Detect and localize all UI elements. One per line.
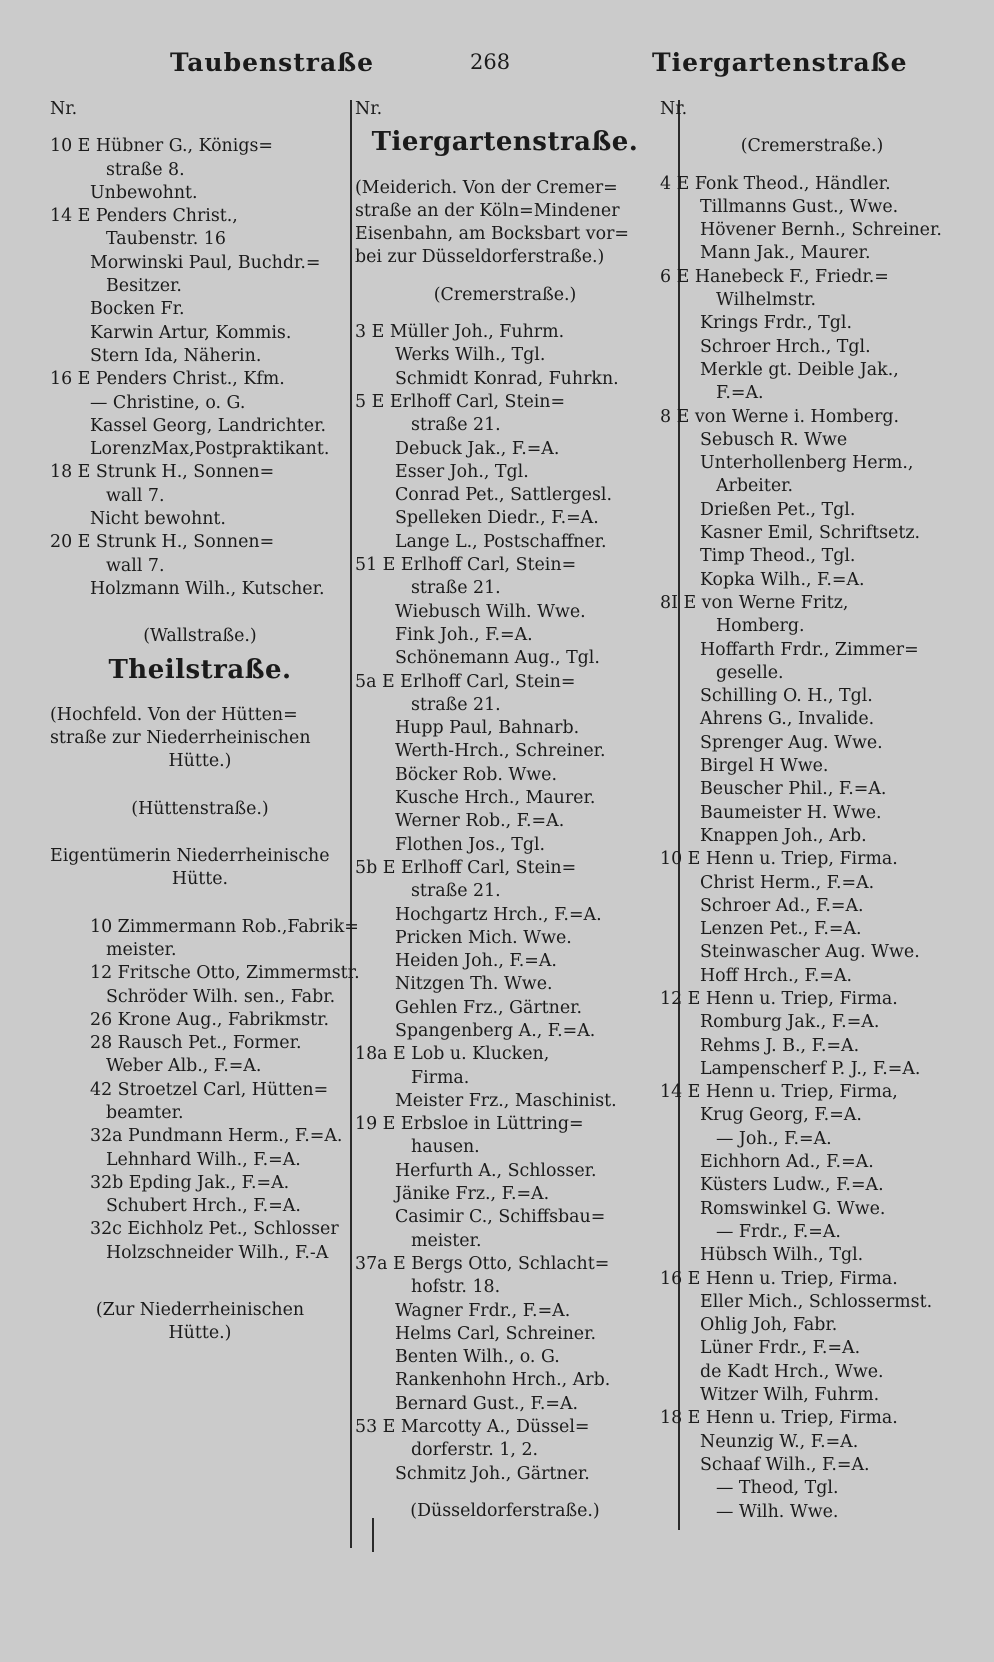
street-description: (Meiderich. Von der Cremer= — [355, 177, 618, 198]
entry-cont: straße 21. — [411, 578, 501, 599]
entry: Lüner Frdr., F.=A. — [700, 1338, 861, 1359]
entry-cont: Arbeiter. — [716, 476, 794, 497]
entry: — Christine, o. G. — [90, 392, 246, 413]
entry: Christ Herm., F.=A. — [700, 872, 875, 893]
entry: 19 E Erbsloe in Lüttring= — [355, 1114, 584, 1135]
cross-street: (Cremerstraße.) — [433, 284, 577, 305]
entry: Nicht bewohnt. — [90, 509, 226, 530]
entry: Romswinkel G. Wwe. — [700, 1198, 886, 1219]
entry-cont: geselle. — [716, 662, 784, 683]
entry: Flothen Jos., Tgl. — [395, 834, 546, 855]
entry: 28 Rausch Pet., Former. — [90, 1033, 302, 1054]
entry-cont: meister. — [106, 939, 177, 960]
entry: Schroer Ad., F.=A. — [700, 895, 864, 916]
entry: Fink Joh., F.=A. — [395, 624, 533, 645]
entry: — Frdr., F.=A. — [716, 1221, 841, 1242]
entry: 14 E Henn u. Triep, Firma, — [660, 1082, 898, 1103]
entry: Holzmann Wilh., Kutscher. — [90, 578, 325, 599]
entry: Pricken Mich. Wwe. — [395, 927, 572, 948]
entry: 32b Epding Jak., F.=A. — [90, 1172, 290, 1193]
entry: Knappen Joh., Arb. — [700, 825, 867, 846]
entry: Schubert Hrch., F.=A. — [106, 1196, 301, 1217]
entry: 5 E Erlhoff Carl, Stein= — [355, 391, 566, 412]
entry: Eichhorn Ad., F.=A. — [700, 1152, 874, 1173]
entry: Merkle gt. Deible Jak., — [700, 359, 899, 380]
entry: Mann Jak., Maurer. — [700, 243, 871, 264]
entry: Benten Wilh., o. G. — [395, 1347, 560, 1368]
entry: Casimir C., Schiffsbau= — [395, 1207, 606, 1228]
entry-cont: hofstr. 18. — [411, 1277, 501, 1298]
entry: 51 E Erlhoff Carl, Stein= — [355, 555, 577, 576]
header-left-street: Taubenstraße — [170, 48, 375, 77]
entry-cont: straße 8. — [106, 159, 185, 180]
entry: 37a E Bergs Otto, Schlacht= — [355, 1253, 610, 1274]
entry-cont: hausen. — [411, 1137, 480, 1158]
entry: 10 E Henn u. Triep, Firma. — [660, 849, 898, 870]
entry: Tillmanns Gust., Wwe. — [700, 196, 899, 217]
entry: Debuck Jak., F.=A. — [395, 438, 560, 459]
entry: 16 E Henn u. Triep, Firma. — [660, 1268, 898, 1289]
entry: Helms Carl, Schreiner. — [395, 1323, 597, 1344]
entry: 18 E Henn u. Triep, Firma. — [660, 1408, 898, 1429]
entry: Hoffarth Frdr., Zimmer= — [700, 639, 919, 660]
entry: Hoff Hrch., F.=A. — [700, 965, 853, 986]
entry: 20 E Strunk H., Sonnen= — [50, 532, 275, 553]
entry: 5b E Erlhoff Carl, Stein= — [355, 857, 577, 878]
entry: Schmidt Konrad, Fuhrkn. — [395, 368, 619, 389]
entry-cont: wall 7. — [106, 485, 165, 506]
entry: Kusche Hrch., Maurer. — [395, 788, 596, 809]
entry: Werks Wilh., Tgl. — [395, 345, 546, 366]
entry: Kassel Georg, Landrichter. — [90, 415, 327, 436]
entry-cont: straße 21. — [411, 694, 501, 715]
cross-street: Hütte.) — [168, 1323, 232, 1344]
entry: Kasner Emil, Schriftsetz. — [700, 523, 921, 544]
entry-cont: straße 21. — [411, 881, 501, 902]
entry: Birgel H Wwe. — [700, 756, 829, 777]
page-number: 268 — [470, 50, 511, 74]
street-description: (Hochfeld. Von der Hütten= — [50, 704, 298, 725]
entry: Wiebusch Wilh. Wwe. — [395, 601, 586, 622]
entry-cont: beamter. — [106, 1102, 184, 1123]
entry: 18 E Strunk H., Sonnen= — [50, 462, 275, 483]
entry: Romburg Jak., F.=A. — [700, 1012, 880, 1033]
cross-street: (Wallstraße.) — [143, 626, 257, 647]
entry: Schmitz Joh., Gärtner. — [395, 1463, 590, 1484]
entry-cont: dorferstr. 1, 2. — [411, 1440, 539, 1461]
entry: Herfurth A., Schlosser. — [395, 1160, 597, 1181]
entry: Sebusch R. Wwe — [700, 429, 848, 450]
entry: Gehlen Frz., Gärtner. — [395, 997, 583, 1018]
entry: 14 E Penders Christ., — [50, 206, 238, 227]
entry-cont: Wilhelmstr. — [716, 290, 817, 311]
entry: 6 E Hanebeck F., Friedr.= — [660, 266, 889, 287]
entry: Jänike Frz., F.=A. — [395, 1184, 550, 1205]
entry: Lenzen Pet., F.=A. — [700, 919, 862, 940]
entry: 32c Eichholz Pet., Schlosser — [90, 1219, 339, 1240]
entry: de Kadt Hrch., Wwe. — [700, 1361, 884, 1382]
entry: Rehms J. B., F.=A. — [700, 1035, 860, 1056]
entry-cont: Homberg. — [716, 616, 805, 637]
entry: 42 Stroetzel Carl, Hütten= — [90, 1079, 329, 1100]
entry: Lange L., Postschaffner. — [395, 531, 607, 552]
entry: Spelleken Diedr., F.=A. — [395, 508, 599, 529]
entry-cont: Taubenstr. 16 — [106, 229, 226, 250]
entry: Küsters Ludw., F.=A. — [700, 1175, 884, 1196]
entry: Hövener Bernh., Schreiner. — [700, 220, 942, 241]
nr-label: Nr. — [355, 99, 383, 119]
entry: Wagner Frdr., F.=A. — [395, 1300, 571, 1321]
entry-cont: Besitzer. — [106, 276, 182, 297]
column-3 — [660, 98, 964, 1524]
street-title: Theilstraße. — [108, 654, 292, 685]
entry: Kopka Wilh., F.=A. — [700, 569, 865, 590]
entry: Sprenger Aug. Wwe. — [700, 732, 883, 753]
entry: 12 Fritsche Otto, Zimmermstr. — [90, 963, 360, 984]
entry: 32a Pundmann Herm., F.=A. — [90, 1126, 343, 1147]
entry: Heiden Joh., F.=A. — [395, 951, 557, 972]
street-description: straße an der Köln=Mindener — [355, 200, 620, 221]
entry: 18a E Lob u. Klucken, — [355, 1044, 550, 1065]
street-title: Tiergartenstraße. — [371, 127, 639, 158]
entry: Baumeister H. Wwe. — [700, 802, 882, 823]
entry: Schönemann Aug., Tgl. — [395, 648, 600, 669]
entry: Holzschneider Wilh., F.-A — [106, 1242, 329, 1263]
entry: Bocken Fr. — [90, 299, 185, 320]
entry: 53 E Marcotty A., Düssel= — [355, 1417, 590, 1438]
entry: Morwinski Paul, Buchdr.= — [90, 252, 321, 273]
column-1 — [50, 98, 360, 1346]
entry: — Theod, Tgl. — [716, 1478, 839, 1499]
entry: Werth-Hrch., Schreiner. — [395, 741, 606, 762]
column-2 — [355, 98, 655, 1523]
entry: 26 Krone Aug., Fabrikmstr. — [90, 1009, 330, 1030]
entry: Werner Rob., F.=A. — [395, 811, 565, 832]
street-description: bei zur Düsseldorferstraße.) — [355, 247, 605, 268]
cross-street: (Hüttenstraße.) — [131, 798, 269, 819]
entry: Krug Georg, F.=A. — [700, 1105, 862, 1126]
entry: Böcker Rob. Wwe. — [395, 764, 557, 785]
entry: LorenzMax,Postpraktikant. — [90, 439, 330, 460]
owner-line: Eigentümerin Niederrheinische — [50, 846, 330, 867]
column-divider-1 — [350, 100, 352, 1548]
entry: Neunzig W., F.=A. — [700, 1431, 859, 1452]
entry: Karwin Artur, Kommis. — [90, 322, 292, 343]
entry-cont: F.=A. — [716, 383, 764, 404]
street-description: Hütte.) — [168, 751, 232, 772]
entry: 10 E Hübner G., Königs= — [50, 136, 273, 157]
entry-cont: straße 21. — [411, 415, 501, 436]
entry: — Wilh. Wwe. — [716, 1501, 839, 1522]
entry: Hupp Paul, Bahnarb. — [395, 718, 580, 739]
page-header — [0, 48, 994, 88]
entry: Witzer Wilh, Fuhrm. — [700, 1385, 880, 1406]
entry: Timp Theod., Tgl. — [700, 546, 856, 567]
street-description: straße zur Niederrheinischen — [50, 728, 311, 749]
entry: Stern Ida, Näherin. — [90, 345, 262, 366]
entry: 8 E von Werne i. Homberg. — [660, 406, 900, 427]
entry: Schroer Hrch., Tgl. — [700, 336, 871, 357]
cross-street: (Düsseldorferstraße.) — [410, 1500, 600, 1521]
cross-street: (Cremerstraße.) — [740, 136, 884, 157]
entry: Schröder Wilh. sen., Fabr. — [106, 986, 336, 1007]
entry: Lampenscherf P. J., F.=A. — [700, 1058, 921, 1079]
entry: Lehnhard Wilh., F.=A. — [106, 1149, 301, 1170]
entry: Weber Alb., F.=A. — [106, 1056, 262, 1077]
cross-street: (Zur Niederrheinischen — [95, 1300, 305, 1321]
entry: Bernard Gust., F.=A. — [395, 1393, 579, 1414]
entry: Drießen Pet., Tgl. — [700, 499, 856, 520]
entry: 12 E Henn u. Triep, Firma. — [660, 988, 898, 1009]
entry: 8I E von Werne Fritz, — [660, 592, 849, 613]
entry: Schilling O. H., Tgl. — [700, 686, 873, 707]
entry: Schaaf Wilh., F.=A. — [700, 1454, 870, 1475]
entry: Eller Mich., Schlossermst. — [700, 1291, 933, 1312]
entry: Unbewohnt. — [90, 182, 198, 203]
entry-cont: meister. — [411, 1230, 482, 1251]
header-right-street: Tiergartenstraße — [652, 48, 908, 77]
nr-label: Nr. — [50, 99, 78, 119]
entry: Ahrens G., Invalide. — [700, 709, 875, 730]
entry: 4 E Fonk Theod., Händler. — [660, 173, 891, 194]
entry: Hochgartz Hrch., F.=A. — [395, 904, 602, 925]
entry: 10 Zimmermann Rob.,Fabrik= — [90, 916, 359, 937]
entry: 3 E Müller Joh., Fuhrm. — [355, 322, 565, 343]
entry: Spangenberg A., F.=A. — [395, 1020, 596, 1041]
nr-label: Nr. — [660, 99, 688, 119]
entry: Unterhollenberg Herm., — [700, 453, 914, 474]
entry: 5a E Erlhoff Carl, Stein= — [355, 671, 576, 692]
entry: Meister Frz., Maschinist. — [395, 1090, 617, 1111]
owner-line: Hütte. — [171, 869, 229, 890]
entry: — Joh., F.=A. — [716, 1128, 832, 1149]
entry: Esser Joh., Tgl. — [395, 461, 529, 482]
entry-cont: Firma. — [411, 1067, 470, 1088]
entry: 16 E Penders Christ., Kfm. — [50, 369, 285, 390]
entry: Nitzgen Th. Wwe. — [395, 974, 553, 995]
entry: Conrad Pet., Sattlergesl. — [395, 485, 612, 506]
entry: Steinwascher Aug. Wwe. — [700, 942, 920, 963]
entry: Rankenhohn Hrch., Arb. — [395, 1370, 611, 1391]
entry-cont: wall 7. — [106, 555, 165, 576]
entry: Krings Frdr., Tgl. — [700, 313, 852, 334]
street-description: Eisenbahn, am Bocksbart vor= — [355, 224, 629, 245]
entry: Ohlig Joh, Fabr. — [700, 1315, 838, 1336]
entry: Hübsch Wilh., Tgl. — [700, 1245, 864, 1266]
entry: Beuscher Phil., F.=A. — [700, 779, 887, 800]
